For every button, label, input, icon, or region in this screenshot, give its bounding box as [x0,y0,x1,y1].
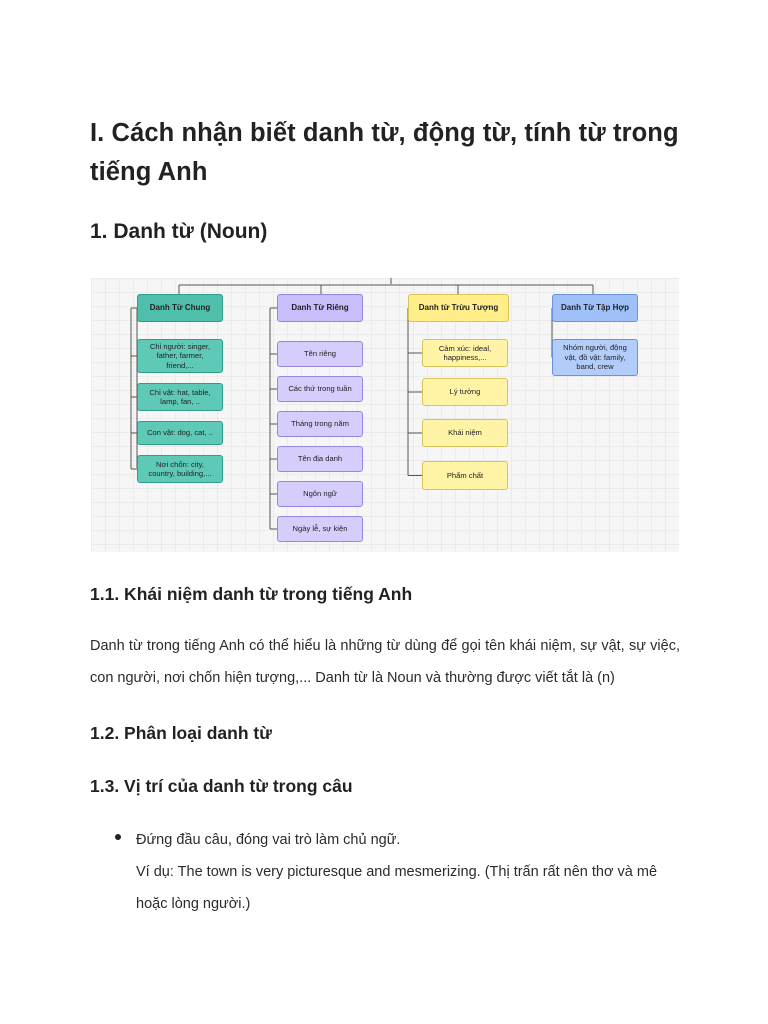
section-heading-noun: 1. Danh từ (Noun) [90,220,268,243]
item-cam-xuc: Cảm xúc: ideal, happiness,... [422,339,508,367]
item-cac-thu: Các thứ trong tuần [277,376,363,402]
heading-1-1: 1.1. Khái niệm danh từ trong tiếng Anh [90,584,413,604]
item-chi-nguoi: Chỉ người: singer, father, farmer, friend,... [137,339,223,373]
item-dia-danh: Tên địa danh [277,446,363,472]
paragraph-definition: Danh từ trong tiếng Anh có thể hiểu là những từ dùng để gọi tên khái niệm, sự vật, sự việc, con người, nơi chốn hiện tượng,... Danh từ là Noun và thường được viết tắt là (n) [90,638,680,686]
header-danh-tu-tap-hop: Danh Từ Tập Hợp [552,294,638,322]
bullet-dot [115,834,121,840]
item-ngay-le: Ngày lễ, sự kiện [277,516,363,542]
heading-1-2: 1.2. Phân loại danh từ [90,723,272,743]
header-danh-tu-rieng: Danh Từ Riêng [277,294,363,322]
heading-1-3: 1.3. Vị trí của danh từ trong câu [90,776,353,796]
item-pham-chat: Phẩm chất [422,461,508,490]
item-khai-niem: Khái niệm [422,419,508,447]
header-danh-tu-truu-tuong: Danh từ Trừu Tượng [408,294,509,322]
item-nhom: Nhóm người, động vật, đồ vật: family, band, crew [552,339,638,376]
item-thang: Tháng trong năm [277,411,363,437]
noun-classification-diagram [91,278,679,552]
bullet-line-2: Ví dụ: The town is very picturesque and mesmerizing. (Thị trấn rất nên thơ và mê hoặc lòng người.) [136,864,658,912]
page-title: I. Cách nhận biết danh từ, động từ, tính từ trong tiếng Anh [90,119,679,186]
item-chi-vat: Chỉ vật: hat, table, lamp, fan, .. [137,383,223,411]
item-con-vat: Con vật: dog, cat, .. [137,421,223,445]
bullet-item [136,824,681,920]
item-ly-tuong: Lý tưởng [422,378,508,406]
bullet-line-1: Đứng đầu câu, đóng vai trò làm chủ ngữ. [136,832,401,848]
item-ngon-ngu: Ngôn ngữ [277,481,363,507]
item-noi-chon: Nơi chốn: city, country, building,... [137,455,223,483]
header-danh-tu-chung: Danh Từ Chung [137,294,223,322]
item-ten-rieng: Tên riêng [277,341,363,367]
